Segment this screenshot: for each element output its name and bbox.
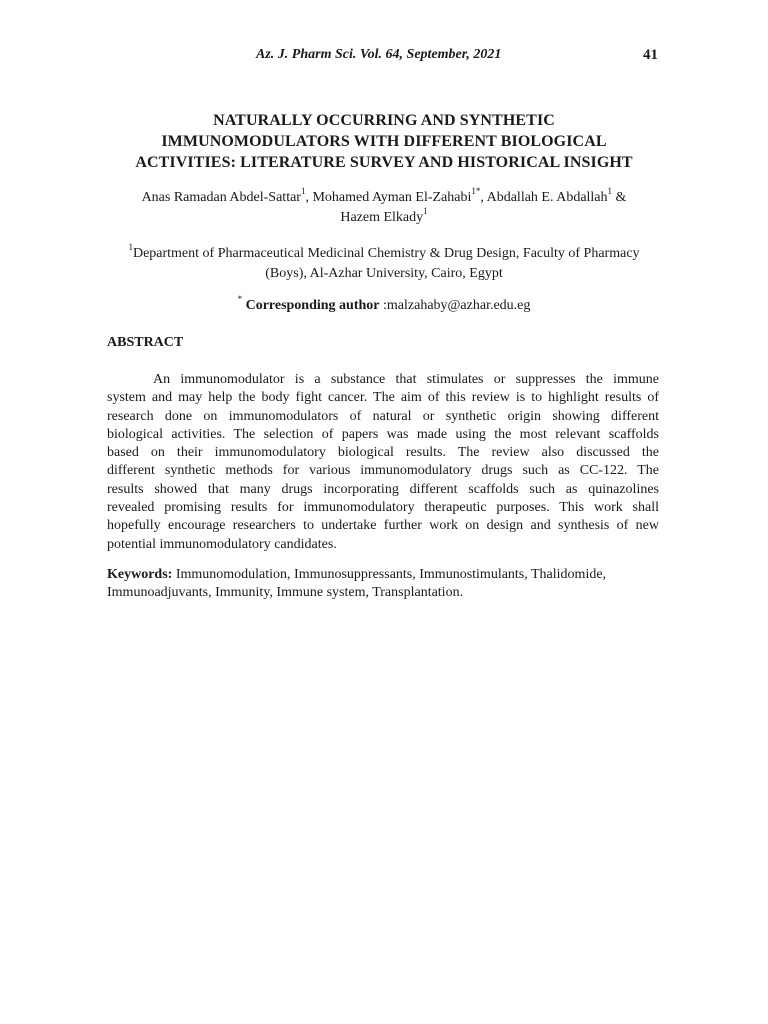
affiliation-line: [96, 244, 672, 264]
affiliation: [96, 244, 672, 284]
author-affiliation-mark: 1: [423, 206, 428, 217]
paper-title: [96, 110, 672, 173]
abstract-line: An immunomodulator is a substance that stimulates or suppresses the immune: [153, 372, 659, 387]
title-line: NATURALLY OCCURRING AND SYNTHETIC: [213, 112, 555, 129]
abstract-line: based on their immunomodulatory biological results. The review also discussed the: [107, 445, 659, 461]
author-separator: &: [612, 190, 627, 205]
keywords-line: [107, 566, 667, 584]
abstract-line: revealed promising results for immunomodulatory therapeutic purposes. This work shall: [107, 500, 659, 516]
abstract-line: research done on immunomodulators of natural or synthetic origin showing different: [107, 408, 659, 424]
abstract-line: biological activities. The selection of papers was made using the most relevant scaffolds: [107, 426, 659, 442]
corresponding-email: :malzahaby@azhar.edu.eg: [379, 298, 531, 313]
keywords-label: Keywords:: [107, 567, 173, 582]
author-separator: ,: [480, 190, 487, 205]
affiliation-mark: 1: [128, 242, 133, 253]
abstract-body: [107, 371, 659, 554]
author-line: [96, 188, 672, 208]
journal-citation: Az. J. Pharm Sci. Vol. 64, September, 2021: [256, 47, 502, 62]
corresponding-mark: *: [237, 294, 243, 305]
page-number: 41: [643, 47, 658, 63]
author-list: [96, 188, 672, 228]
author-name: Abdallah E. Abdallah: [486, 190, 608, 205]
keywords: [107, 566, 667, 602]
affiliation-line: (Boys), Al-Azhar University, Cairo, Egypt: [265, 266, 503, 281]
abstract-heading: ABSTRACT: [107, 335, 184, 350]
abstract-line: hopefully encourage researchers to undertake further work on design and synthesis of new: [107, 518, 659, 534]
author-name: Hazem Elkady: [340, 210, 424, 225]
abstract-line: results showed that many drugs incorporating different scaffolds such as quinazolines: [107, 481, 659, 497]
corresponding-author: [96, 296, 672, 316]
author-affiliation-mark: 1: [300, 186, 306, 197]
abstract-line: system and may help the body fight cancer. The aim of this review is to highlight results of: [107, 390, 659, 406]
author-separator: ,: [305, 190, 313, 205]
running-header: [0, 44, 768, 66]
corresponding-label: Corresponding author: [245, 298, 380, 313]
keywords-line: Immunoadjuvants, Immunity, Immune system, Transplantation.: [107, 585, 464, 600]
author-affiliation-mark: 1*: [471, 186, 481, 197]
author-name: Anas Ramadan Abdel-Sattar: [141, 190, 301, 205]
abstract-line: potential immunomodulatory candidates.: [107, 536, 337, 552]
author-name: Mohamed Ayman El-Zahabi: [312, 190, 472, 205]
abstract-line: different synthetic methods for various immunomodulatory drugs such as CC-122. The: [107, 463, 659, 479]
title-line: ACTIVITIES: LITERATURE SURVEY AND HISTORICAL INSIGHT: [135, 154, 633, 171]
keywords-text: Immunomodulation, Immunosuppressants, Immunostimulants, Thalidomide,: [172, 567, 607, 582]
affiliation-text: Department of Pharmaceutical Medicinal Chemistry & Drug Design, Faculty of Pharmacy: [132, 246, 640, 261]
author-affiliation-mark: 1: [607, 186, 613, 197]
author-line: [96, 208, 672, 228]
title-line: IMMUNOMODULATORS WITH DIFFERENT BIOLOGICAL: [161, 133, 607, 150]
